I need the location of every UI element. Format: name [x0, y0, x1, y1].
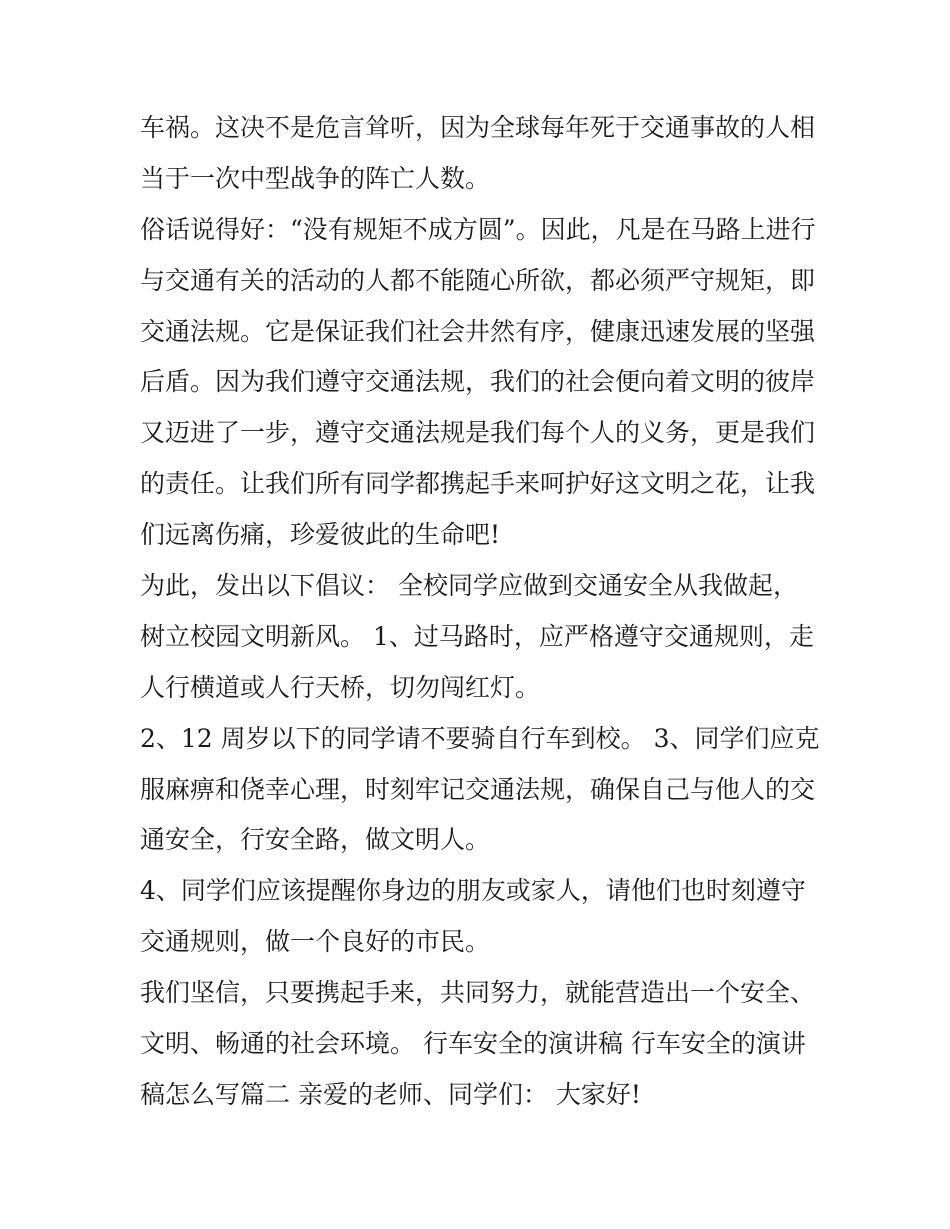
- text-line: 交通法规。它是保证我们社会井然有序，健康迅速发展的坚强: [140, 316, 816, 346]
- text-line: 人行横道或人行天桥，切勿闯红灯。: [140, 672, 541, 702]
- text-line: 2、12 周岁以下的同学请不要骑自行车到校。 3、同学们应克: [140, 723, 820, 753]
- text-line: 又迈进了一步，遵守交通法规是我们每个人的义务，更是我们: [140, 418, 816, 448]
- text-line: 稿怎么写篇二 亲爱的老师、同学们： 大家好!: [140, 1079, 641, 1109]
- text-line: 俗话说得好：“没有规矩不成方圆”。因此，凡是在马路上进行: [140, 214, 816, 244]
- text-line: 当于一次中型战争的阵亡人数。: [140, 163, 491, 193]
- text-line: 服麻痹和侥幸心理，时刻牢记交通法规，确保自己与他人的交: [140, 774, 816, 804]
- text-line: 与交通有关的活动的人都不能随心所欲，都必须严守规矩，即: [140, 265, 816, 295]
- text-line: 文明、畅通的社会环境。 行车安全的演讲稿 行车安全的演讲: [140, 1029, 806, 1059]
- text-line: 后盾。因为我们遵守交通法规，我们的社会便向着文明的彼岸: [140, 367, 816, 397]
- text-line: 树立校园文明新风。 1、过马路时，应严格遵守交通规则，走: [140, 621, 814, 651]
- document-page: [140, 103, 840, 1121]
- text-line: 交通规则，做一个良好的市民。: [140, 927, 491, 957]
- text-line: 车祸。这决不是危言耸听，因为全球每年死于交通事故的人相: [140, 113, 816, 142]
- text-line: 我们坚信，只要携起手来，共同努力，就能营造出一个安全、: [140, 978, 816, 1008]
- text-line: 为此，发出以下倡议： 全校同学应做到交通安全从我做起，: [140, 571, 798, 601]
- text-line: 们远离伤痛，珍爱彼此的生命吧!: [140, 520, 501, 550]
- text-line: 的责任。让我们所有同学都携起手来呵护好这文明之花，让我: [140, 469, 816, 499]
- text-line: 通安全，行安全路，做文明人。: [140, 825, 491, 855]
- text-line: 4、同学们应该提醒你身边的朋友或家人，请他们也时刻遵守: [140, 876, 806, 906]
